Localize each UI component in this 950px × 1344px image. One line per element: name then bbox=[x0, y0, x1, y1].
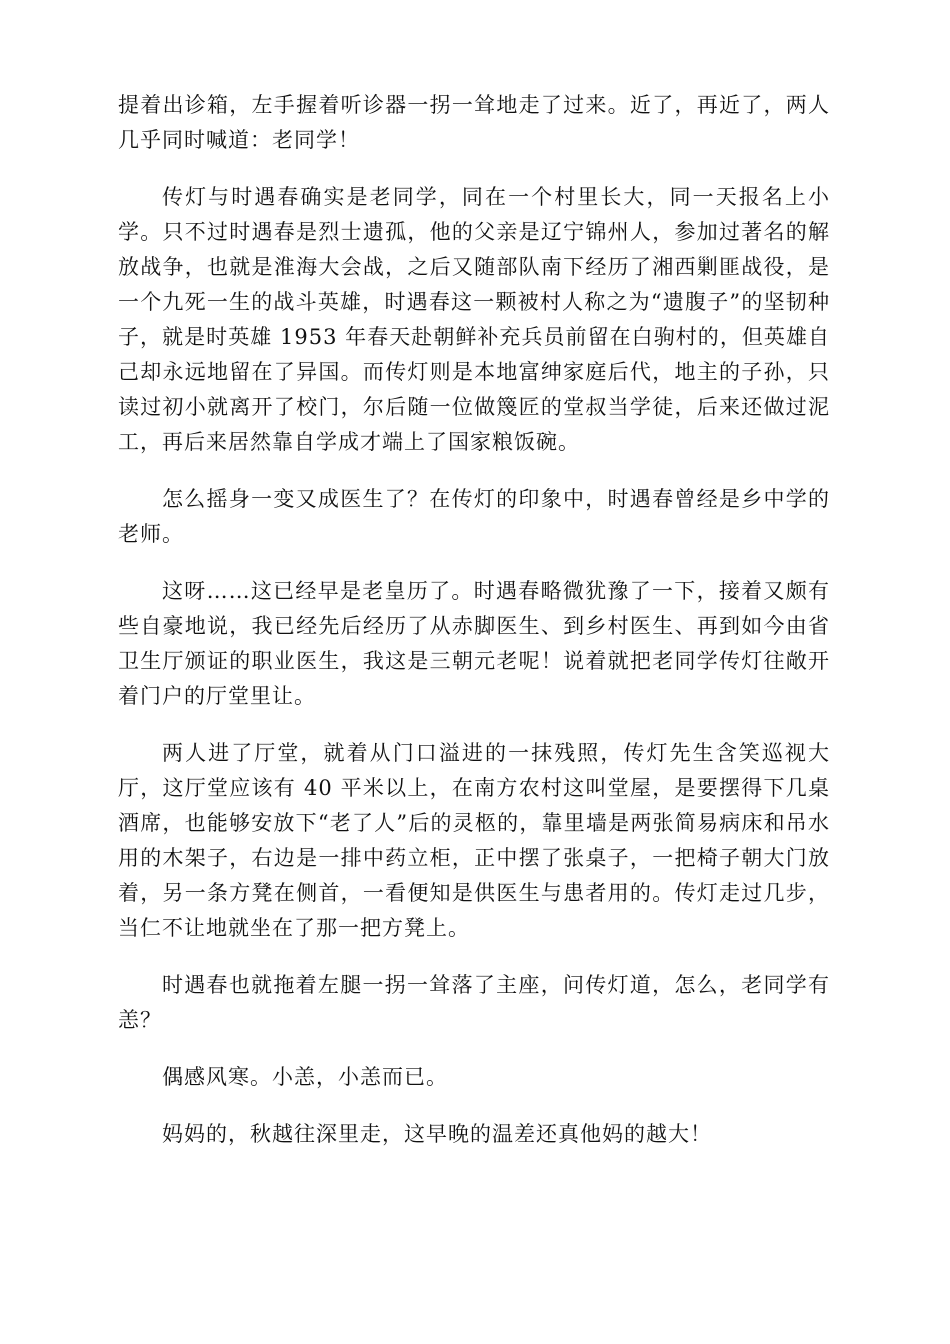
paragraph-4: 这呀……这已经早是老皇历了。时遇春略微犹豫了一下，接着又颇有些自豪地说，我已经先后经历了从赤脚医生、到乡村医生、再到如今由省卫生厅颁证的职业医生，我这是三朝元老呢！说着就把老同学传灯往敞开着门户的厅堂里让。 bbox=[118, 579, 830, 708]
paragraph-1: 提着出诊箱，左手握着听诊器一拐一耸地走了过来。近了，再近了，两人几乎同时喊道：老同学！ bbox=[118, 93, 830, 152]
paragraph-2: 传灯与时遇春确实是老同学，同在一个村里长大，同一天报名上小学。只不过时遇春是烈士遗孤，他的父亲是辽宁锦州人，参加过著名的解放战争，也就是淮海大会战，之后又随部队南下经历了湘西剿匪战役，是一个九死一生的战斗英雄，时遇春这一颗被村人称之为“遗腹子”的坚韧种子，就是时英雄 1953 年春天赴朝鲜补充兵员前留在白驹村的，但英雄自己却永远地留在了异国。而传灯则是本地富绅家庭后代，地主的子孙，只读过初小就离开了校门，尔后随一位做篾匠的堂叔当学徒，后来还做过泥工，再后来居然靠自学成才端上了国家粮饭碗。 bbox=[118, 185, 830, 454]
paragraph-7: 偶感风寒。小恙，小恙而已。 bbox=[162, 1065, 448, 1089]
body-text bbox=[118, 88, 830, 1174]
paragraph-6: 时遇春也就拖着左腿一拐一耸落了主座，问传灯道，怎么，老同学有恙？ bbox=[118, 973, 830, 1032]
paragraph-3: 怎么摇身一变又成医生了？在传灯的印象中，时遇春曾经是乡中学的老师。 bbox=[118, 487, 830, 546]
paragraph-5: 两人进了厅堂，就着从门口溢进的一抹残照，传灯先生含笑巡视大厅，这厅堂应该有 40 平米以上，在南方农村这叫堂屋，是要摆得下几桌酒席，也能够安放下“老了人”后的灵柩的，靠里墙是两张简易病床和吊水用的木架子，右边是一排中药立柜，正中摆了张桌子，一把椅子朝大门放着，另一条方凳在侧首，一看便知是供医生与患者用的。传灯走过几步，当仁不让地就坐在了那一把方凳上。 bbox=[118, 741, 830, 940]
paragraph-8: 妈妈的，秋越往深里走，这早晚的温差还真他妈的越大！ bbox=[162, 1122, 712, 1146]
